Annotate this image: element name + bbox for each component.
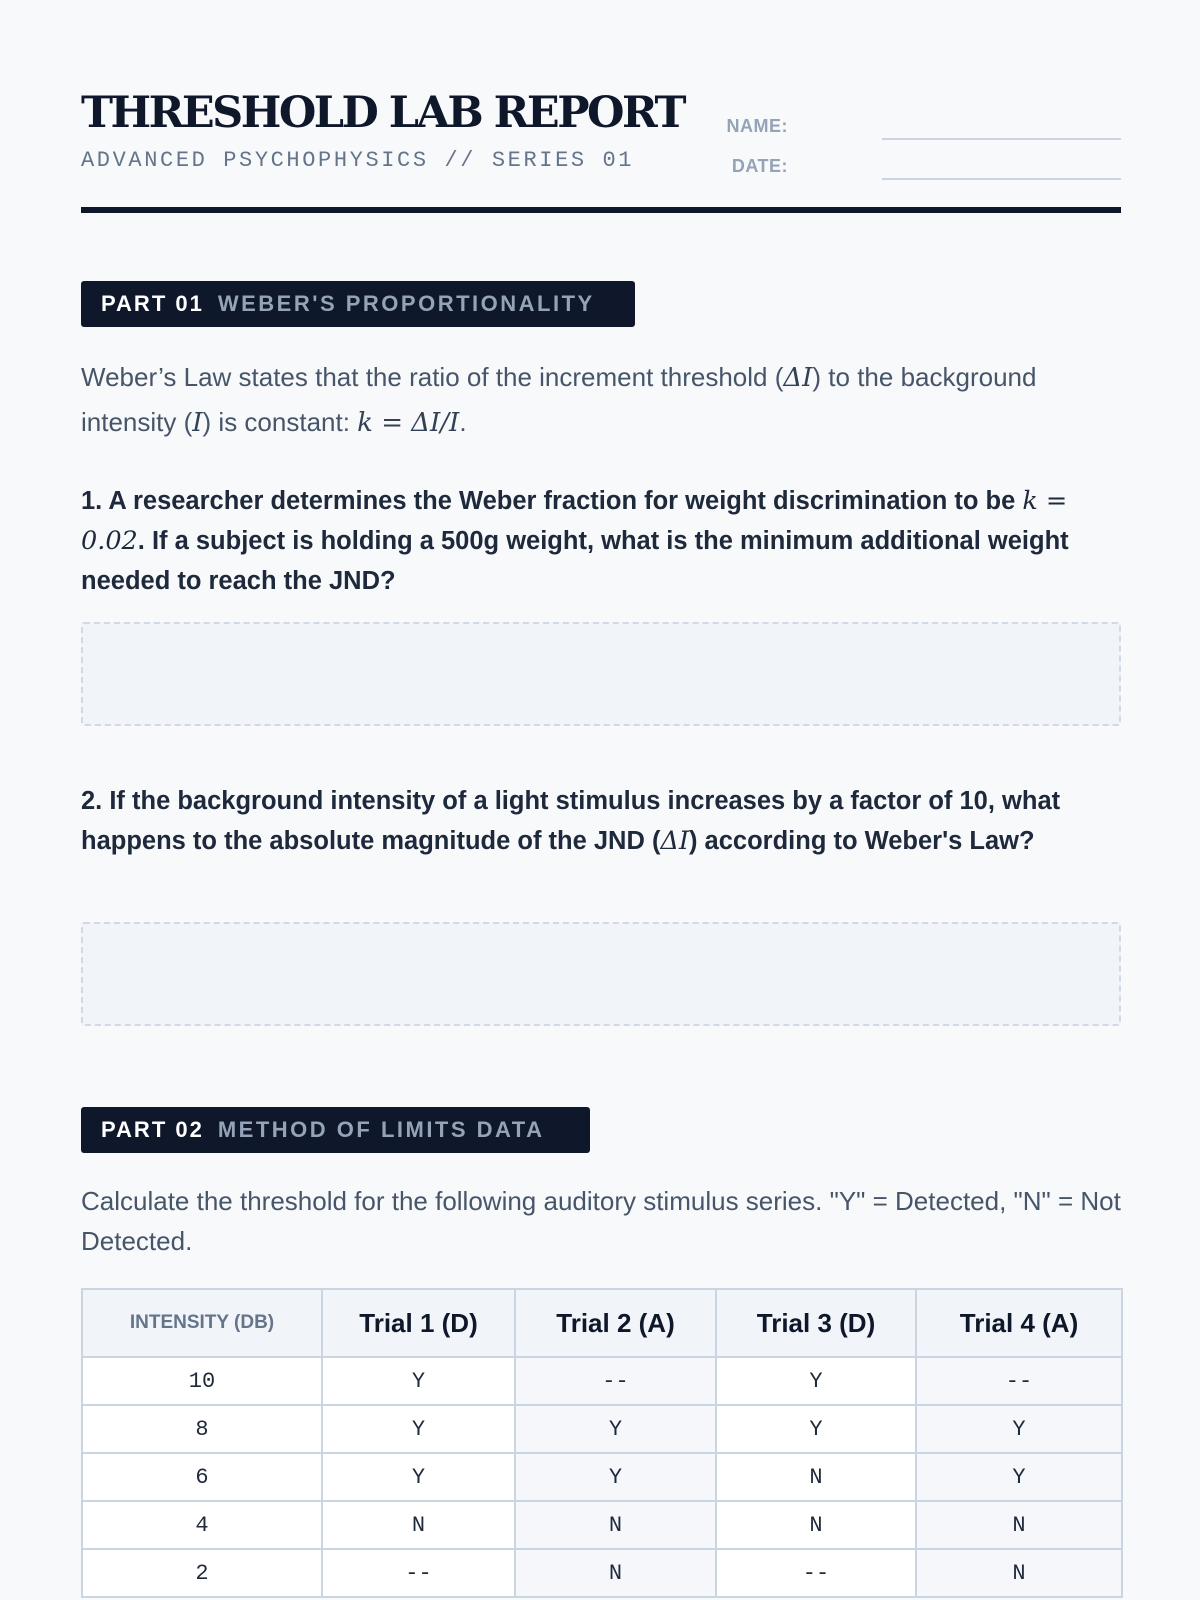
table-cell: 2 — [82, 1549, 322, 1597]
column-header-trial-3: Trial 3 (D) — [716, 1289, 916, 1357]
question-1-math: k = 0.02 — [81, 486, 1068, 556]
page-subtitle: ADVANCED PSYCHOPHYSICS // SERIES 01 — [81, 148, 635, 173]
table-cell: -- — [322, 1549, 515, 1597]
intro-text-2: ) to the background intensity ( — [81, 362, 1037, 437]
question-1 — [81, 481, 1121, 601]
column-header-trial-4: Trial 4 (A) — [916, 1289, 1122, 1357]
table-cell: N — [716, 1501, 916, 1549]
section-header-part-01 — [81, 281, 635, 327]
date-field[interactable] — [882, 178, 1121, 180]
question-2-math: ΔI — [660, 826, 689, 856]
name-row — [717, 112, 1121, 142]
table-cell: Y — [716, 1405, 916, 1453]
table-row — [82, 1501, 1122, 1549]
column-header-trial-2: Trial 2 (A) — [515, 1289, 716, 1357]
answer-box-2[interactable] — [81, 922, 1121, 1026]
table-cell: N — [322, 1501, 515, 1549]
table-cell: N — [716, 1453, 916, 1501]
table-row — [82, 1405, 1122, 1453]
section-header-part-02 — [81, 1107, 590, 1153]
question-2 — [81, 781, 1121, 861]
table-cell: N — [515, 1549, 716, 1597]
table-cell: N — [515, 1501, 716, 1549]
table-cell: Y — [515, 1405, 716, 1453]
name-field[interactable] — [882, 138, 1121, 140]
intro-text-1: Weber’s Law states that the ratio of the increment threshold ( — [81, 362, 784, 392]
table-cell: Y — [716, 1357, 916, 1405]
table-cell: -- — [716, 1549, 916, 1597]
table-cell: Y — [322, 1453, 515, 1501]
table-cell: Y — [322, 1357, 515, 1405]
table-cell: Y — [515, 1453, 716, 1501]
question-2-text-b: ) according to Weber's Law? — [688, 827, 1035, 855]
table-cell: Y — [916, 1453, 1122, 1501]
table-cell: N — [916, 1501, 1122, 1549]
column-header-intensity: INTENSITY (DB) — [82, 1289, 322, 1357]
section-number: PART 01 — [101, 291, 204, 316]
table-cell: N — [916, 1549, 1122, 1597]
name-label: NAME: — [726, 116, 788, 136]
report-header — [81, 82, 1121, 216]
math-delta-i: ΔI — [783, 363, 813, 393]
table-cell: Y — [322, 1405, 515, 1453]
question-1-text-b: . If a subject is holding a 500g weight, what is the minimum additional weight needed to reach the JND? — [81, 527, 1069, 595]
table-cell: 8 — [82, 1405, 322, 1453]
date-label: DATE: — [731, 156, 788, 176]
table-cell: -- — [916, 1357, 1122, 1405]
section-number: PART 02 — [101, 1117, 204, 1142]
math-i: I — [192, 408, 203, 438]
section-name: WEBER'S PROPORTIONALITY — [217, 291, 595, 316]
intro-text-4: . — [459, 407, 467, 437]
method-of-limits-table — [81, 1288, 1123, 1598]
answer-box-1[interactable] — [81, 622, 1121, 726]
table-row — [82, 1357, 1122, 1405]
table-header-row — [82, 1289, 1122, 1357]
section-name: METHOD OF LIMITS DATA — [217, 1117, 545, 1142]
table-row — [82, 1453, 1122, 1501]
table-cell: Y — [916, 1405, 1122, 1453]
date-row — [717, 152, 1121, 182]
page-title: THRESHOLD LAB REPORT — [81, 88, 684, 138]
table-cell: 6 — [82, 1453, 322, 1501]
intro-text-3: ) is constant: — [202, 407, 358, 437]
weber-law-intro — [81, 355, 1121, 445]
table-cell: 10 — [82, 1357, 322, 1405]
table-cell: -- — [515, 1357, 716, 1405]
question-1-text-a: 1. A researcher determines the Weber fraction for weight discrimination to be — [81, 487, 1023, 515]
question-2-text-a: 2. If the background intensity of a light stimulus increases by a factor of 10, what happens to the absolute magnitude of the JND ( — [81, 787, 1061, 855]
column-header-trial-1: Trial 1 (D) — [322, 1289, 515, 1357]
table-cell: 4 — [82, 1501, 322, 1549]
header-divider — [81, 207, 1121, 213]
method-of-limits-intro: Calculate the threshold for the following auditory stimulus series. "Y" = Detected, "N" = Not Detected. — [81, 1186, 1121, 1256]
table-row — [82, 1549, 1122, 1597]
math-weber-formula: k = ΔI/I — [357, 408, 460, 438]
